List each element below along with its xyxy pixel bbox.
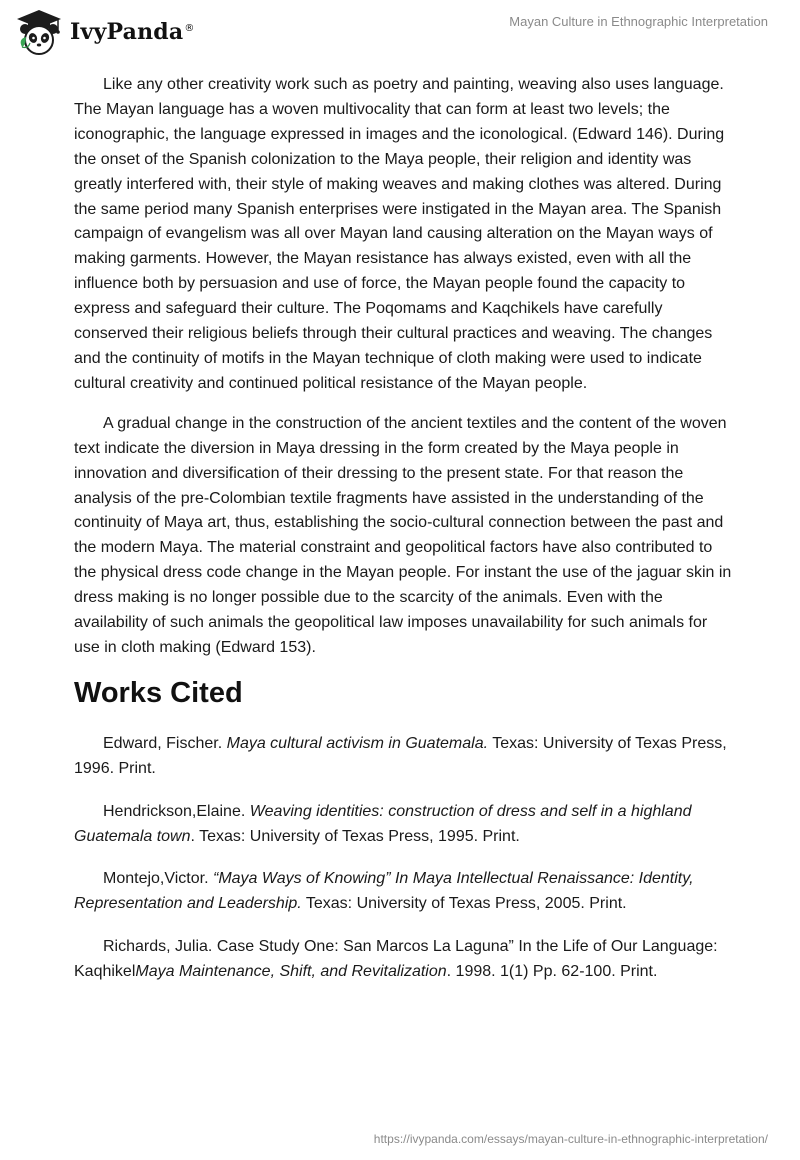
citation-entry: Montejo,Victor. “Maya Ways of Knowing” In Maya Intellectual Renaissance: Identity, Representation and Leadership. Texas: University of Texas Press, 2005. Print. [74, 870, 694, 913]
panda-graduate-icon [14, 7, 64, 57]
brand-name: IvyPanda® [70, 19, 195, 45]
source-url[interactable]: https://ivypanda.com/essays/mayan-culture-in-ethnographic-interpretation/ [373, 1132, 768, 1146]
citation-entry: Edward, Fischer. Maya cultural activism in Guatemala. Texas: University of Texas Press, 1996. Print. [74, 734, 727, 777]
essay-body [74, 73, 734, 1003]
works-cited-heading: Works Cited [74, 676, 243, 709]
body-paragraph: Like any other creativity work such as poetry and painting, weaving also uses language. The Mayan language has a woven multivocality that can form at least two levels; the iconographic, the language expressed in images and the iconological. (Edward 146). During the onset of the Spanish colonization to the Maya people, their religion and identity was greatly interfered with, their style of making weaves and making clothes was altered. During the same period many Spanish enterprises were instigated in the Mayan area. The Spanish campaign of evangelism was all over Mayan land causing alteration on the Mayan ways of making garments. However, the Mayan resistance has always existed, even with all the influence both by persuasion and use of force, the Mayan people found the capacity to express and safeguard their culture. The Poqomams and Kaqchikels have carefully conserved their religious beliefs through their cultural practices and weaving. The changes and the continuity of motifs in the Mayan technique of cloth making were used to indicate cultural creativity and continued political resistance of the Mayan people. [74, 76, 725, 392]
document-title: Mayan Culture in Ethnographic Interpretation [509, 14, 768, 29]
citation-entry: Richards, Julia. Case Study One: San Marcos La Laguna” In the Life of Our Language: KaqhikelMaya Maintenance, Shift, and Revitalization. 1998. 1(1) Pp. 62-100. Print. [74, 938, 718, 981]
page-header [0, 0, 800, 60]
citation-entry: Hendrickson,Elaine. Weaving identities: construction of dress and self in a highland Guatemala town. Texas: University of Texas Press, 1995. Print. [74, 802, 692, 845]
brand-logo[interactable] [14, 7, 195, 57]
body-paragraph: A gradual change in the construction of the ancient textiles and the content of the woven text indicate the diversion in Maya dressing in the form created by the Maya people in innovation and diversification of their dressing to the present state. For that reason the analysis of the pre-Colombian textile fragments have assisted in the understanding of the continuity of Maya art, thus, establishing the socio-cultural connection between the past and the modern Maya. The material constraint and geopolitical factors have also contributed to the physical dress code change in the Mayan people. For instant the use of the jaguar skin in dress making is no longer possible due to the scarcity of the animals. Even with the availability of such animals the geopolitical law imposes unavailability for such animals for use in cloth making (Edward 153). [74, 414, 732, 656]
